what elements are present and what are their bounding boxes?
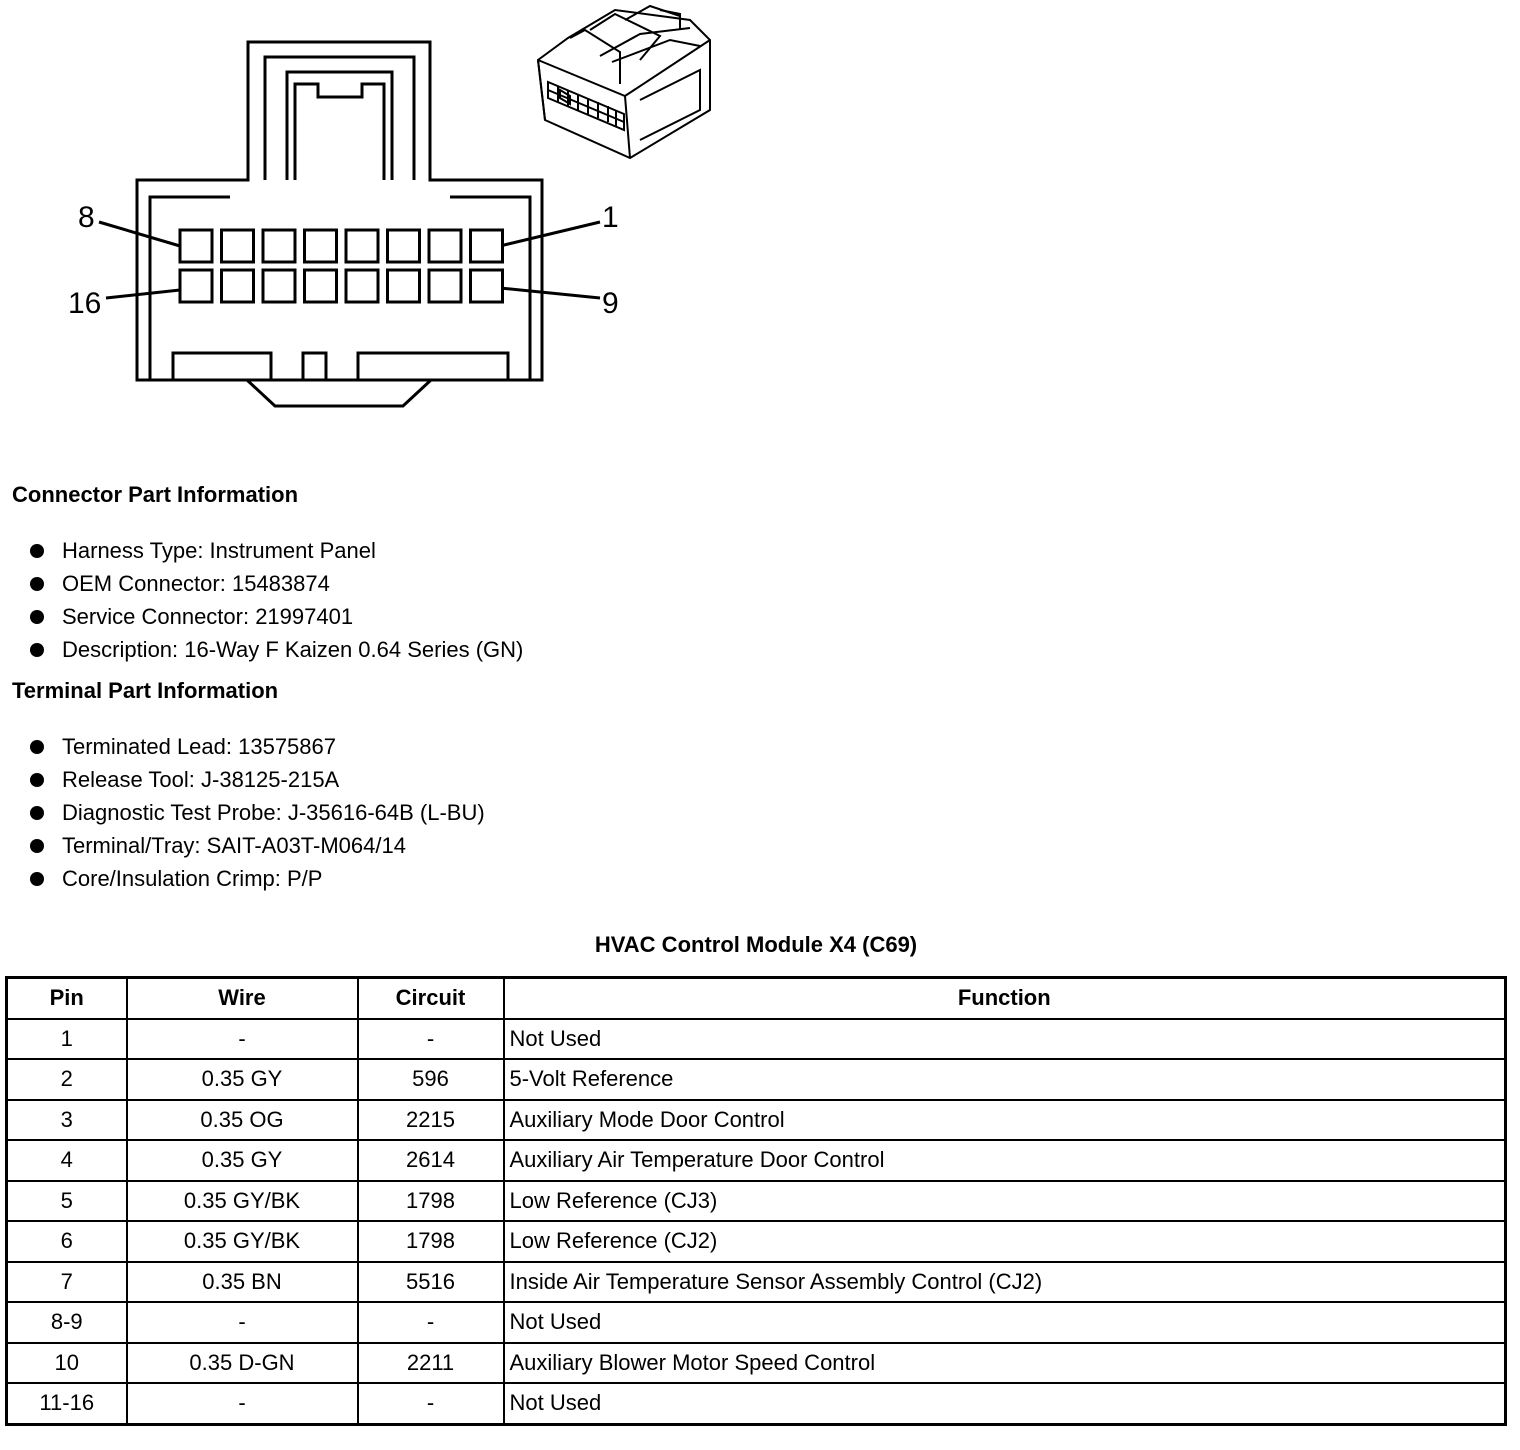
table-row (7, 1100, 1506, 1141)
table-header-row (7, 978, 1506, 1019)
cell-wire: 0.35 D-GN (127, 1343, 358, 1384)
cell-wire: 0.35 OG (127, 1100, 358, 1141)
connector-3d-icon (538, 6, 710, 158)
cell-pin: 5 (7, 1181, 127, 1222)
cell-function: Not Used (504, 1019, 1506, 1060)
pin-cavity (263, 270, 295, 302)
terminal-info-heading: Terminal Part Information (12, 678, 279, 703)
pin-cavity (305, 270, 337, 302)
cell-pin: 2 (7, 1059, 127, 1100)
cell-pin: 6 (7, 1221, 127, 1262)
cell-wire: - (127, 1383, 358, 1424)
connector-info-heading: Connector Part Information (12, 482, 299, 507)
terminal-info-list (30, 730, 485, 895)
table-title: HVAC Control Module X4 (C69) (594, 932, 918, 957)
cell-wire: 0.35 GY/BK (127, 1221, 358, 1262)
pin-cavity (222, 270, 254, 302)
pin-cavity (471, 270, 503, 302)
connector-diagram (0, 0, 760, 440)
list-item: Harness Type: Instrument Panel (30, 534, 523, 567)
cell-circuit: 2215 (358, 1100, 504, 1141)
list-item: Service Connector: 21997401 (30, 600, 523, 633)
table-row (7, 1181, 1506, 1222)
cell-wire: 0.35 GY (127, 1140, 358, 1181)
cell-function: Low Reference (CJ3) (504, 1181, 1506, 1222)
pin-label-9: 9 (602, 287, 619, 320)
cell-wire: 0.35 BN (127, 1262, 358, 1303)
pin-cavity (180, 230, 212, 262)
connector-info-list (30, 534, 523, 666)
cell-function: Auxiliary Air Temperature Door Control (504, 1140, 1506, 1181)
pin-label-16: 16 (68, 287, 102, 320)
table-row (7, 1140, 1506, 1181)
connector-outline (137, 42, 542, 380)
cell-function: Low Reference (CJ2) (504, 1221, 1506, 1262)
column-header-wire: Wire (127, 978, 358, 1019)
cell-pin: 7 (7, 1262, 127, 1303)
cell-function: Not Used (504, 1302, 1506, 1343)
cell-circuit: 1798 (358, 1181, 504, 1222)
leader-8 (99, 222, 180, 246)
cell-pin: 10 (7, 1343, 127, 1384)
table-row (7, 1019, 1506, 1060)
column-header-pin: Pin (7, 978, 127, 1019)
pin-cavity (388, 230, 420, 262)
cell-circuit: - (358, 1383, 504, 1424)
latch-mid (287, 72, 392, 180)
bottom-tab (247, 380, 431, 406)
pin-cavity (222, 230, 254, 262)
list-item: OEM Connector: 15483874 (30, 567, 523, 600)
pin-cavity (263, 230, 295, 262)
cell-pin: 1 (7, 1019, 127, 1060)
table-row (7, 1302, 1506, 1343)
pin-cavity (429, 230, 461, 262)
pin-cavity (346, 270, 378, 302)
pin-table (5, 976, 1507, 1426)
table-row (7, 1221, 1506, 1262)
cell-function: Inside Air Temperature Sensor Assembly Control (CJ2) (504, 1262, 1506, 1303)
cell-pin: 4 (7, 1140, 127, 1181)
pin-cavity (305, 230, 337, 262)
cell-wire: 0.35 GY/BK (127, 1181, 358, 1222)
pin-label-1: 1 (602, 201, 619, 234)
table-row (7, 1262, 1506, 1303)
cell-circuit: - (358, 1019, 504, 1060)
key-left (173, 353, 271, 380)
pin-cavity (471, 230, 503, 262)
pin-cavity (180, 270, 212, 302)
pin-label-8: 8 (78, 201, 95, 234)
leader-16 (106, 290, 180, 298)
cell-function: Not Used (504, 1383, 1506, 1424)
cell-circuit: 2614 (358, 1140, 504, 1181)
list-item: Diagnostic Test Probe: J-35616-64B (L-BU) (30, 796, 485, 829)
cell-function: Auxiliary Blower Motor Speed Control (504, 1343, 1506, 1384)
leader-1 (500, 222, 600, 246)
cell-circuit: 2211 (358, 1343, 504, 1384)
list-item: Release Tool: J-38125-215A (30, 763, 485, 796)
cell-wire: - (127, 1019, 358, 1060)
cell-function: Auxiliary Mode Door Control (504, 1100, 1506, 1141)
cell-circuit: 5516 (358, 1262, 504, 1303)
pin-cavity (429, 270, 461, 302)
cell-circuit: - (358, 1302, 504, 1343)
leader-9 (500, 288, 600, 298)
cell-circuit: 596 (358, 1059, 504, 1100)
cell-pin: 11-16 (7, 1383, 127, 1424)
column-header-circuit: Circuit (358, 978, 504, 1019)
cell-wire: 0.35 GY (127, 1059, 358, 1100)
key-right (358, 353, 508, 380)
table-row (7, 1059, 1506, 1100)
table-row (7, 1343, 1506, 1384)
table-row (7, 1383, 1506, 1424)
key-center (303, 353, 326, 380)
cell-circuit: 1798 (358, 1221, 504, 1262)
list-item: Terminated Lead: 13575867 (30, 730, 485, 763)
pin-cavity (388, 270, 420, 302)
list-item: Terminal/Tray: SAIT-A03T-M064/14 (30, 829, 485, 862)
list-item: Description: 16-Way F Kaizen 0.64 Series (GN) (30, 633, 523, 666)
cell-wire: - (127, 1302, 358, 1343)
cell-pin: 3 (7, 1100, 127, 1141)
cell-function: 5-Volt Reference (504, 1059, 1506, 1100)
cell-pin: 8-9 (7, 1302, 127, 1343)
list-item: Core/Insulation Crimp: P/P (30, 862, 485, 895)
latch-inner (295, 84, 384, 180)
column-header-function: Function (504, 978, 1506, 1019)
pin-cavity (346, 230, 378, 262)
